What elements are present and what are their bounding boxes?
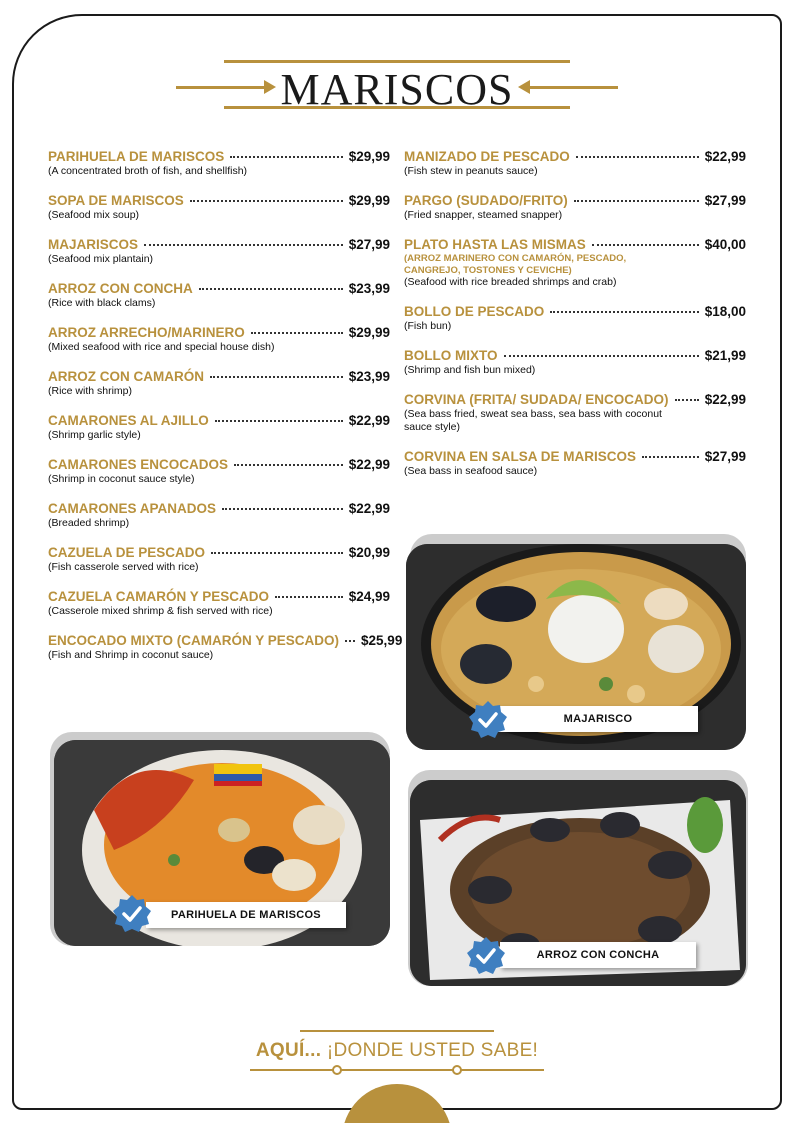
item-description: (Fish stew in peanuts sauce): [404, 165, 538, 177]
item-description: (Fish and Shrimp in coconut sauce): [48, 649, 214, 661]
item-description: (Seafood mix plantain): [48, 253, 154, 265]
dot-leader: [550, 311, 698, 313]
item-name: ARROZ CON CONCHA: [48, 281, 193, 296]
menu-item: [48, 280, 390, 310]
footer-rest: ¡DONDE USTED SABE!: [326, 1040, 539, 1061]
item-description: (Fish bun): [404, 320, 452, 332]
item-price: $25,99: [361, 633, 403, 648]
item-description: (Rice with shrimp): [48, 385, 133, 397]
item-name: MAJARISCOS: [48, 237, 139, 252]
menu-item: [404, 148, 746, 178]
item-price: $22,99: [348, 457, 390, 472]
dot-leader: [251, 332, 343, 334]
dot-leader: [642, 456, 699, 458]
dot-leader: [592, 244, 699, 246]
item-name: BOLLO MIXTO: [404, 348, 498, 363]
dot-leader: [234, 464, 343, 466]
item-description: (Seafood with rice breaded shrimps and crab): [404, 276, 617, 288]
item-price: $24,99: [348, 589, 390, 604]
item-name: CORVINA EN SALSA DE MARISCOS: [404, 449, 637, 464]
menu-item: [48, 324, 390, 354]
item-price: $27,99: [704, 449, 746, 464]
item-price: $21,99: [704, 348, 746, 363]
footer-bottom-line: [250, 1069, 544, 1071]
item-description: (Sea bass fried, sweat sea bass, sea bass with coconut sauce style): [404, 408, 662, 433]
dot-leader: [211, 552, 343, 554]
photo-caption: MAJARISCO: [498, 706, 698, 732]
menu-item: [404, 303, 746, 333]
dot-leader: [574, 200, 699, 202]
menu-item: [48, 500, 390, 530]
item-description: (Shrimp garlic style): [48, 429, 141, 441]
item-price: $29,99: [348, 149, 390, 164]
menu-item: [48, 456, 390, 486]
photo-caption: PARIHUELA DE MARISCOS: [146, 902, 346, 928]
page-title: MARISCOS: [280, 65, 514, 114]
dot-leader: [275, 596, 343, 598]
item-name: CAZUELA CAMARÓN Y PESCADO: [48, 589, 270, 604]
menu-item: [48, 632, 403, 662]
menu-item: [48, 412, 390, 442]
item-price: $29,99: [348, 193, 390, 208]
footer-slogan: [0, 1040, 794, 1062]
item-name: CAMARONES APANADOS: [48, 501, 217, 516]
menu-item: [48, 588, 390, 618]
item-name: BOLLO DE PESCADO: [404, 304, 545, 319]
item-name: ENCOCADO MIXTO (CAMARÓN Y PESCADO): [48, 633, 340, 648]
footer-ring-icon: [452, 1065, 462, 1075]
menu-item: [48, 192, 390, 222]
photo-caption: ARROZ CON CONCHA: [500, 942, 696, 968]
item-description: (Sea bass in seafood sauce): [404, 465, 538, 477]
footer-ring-icon: [332, 1065, 342, 1075]
menu-item: [48, 148, 390, 178]
item-name: CAMARONES AL AJILLO: [48, 413, 209, 428]
item-name: SOPA DE MARISCOS: [48, 193, 184, 208]
dot-leader: [230, 156, 342, 158]
verified-badge-icon: [468, 700, 508, 740]
item-price: $18,00: [704, 304, 746, 319]
item-name: ARROZ CON CAMARÓN: [48, 369, 204, 384]
menu-column-right: [404, 148, 746, 492]
dot-leader: [576, 156, 699, 158]
dot-leader: [222, 508, 343, 510]
item-price: $20,99: [348, 545, 390, 560]
item-price: $29,99: [348, 325, 390, 340]
menu-item: [48, 544, 390, 574]
dot-leader: [210, 376, 343, 378]
verified-badge-icon: [466, 936, 506, 976]
menu-item: [404, 448, 746, 478]
item-price: $22,99: [704, 392, 746, 407]
dot-leader: [345, 640, 355, 642]
item-price: $23,99: [348, 369, 390, 384]
dot-leader: [215, 420, 343, 422]
item-description: (Fish casserole served with rice): [48, 561, 199, 573]
dot-leader: [675, 399, 699, 401]
dot-leader: [144, 244, 343, 246]
menu-item: [404, 236, 746, 289]
item-price: $40,00: [704, 237, 746, 252]
item-description: (Rice with black clams): [48, 297, 156, 309]
item-name: CORVINA (FRITA/ SUDADA/ ENCOCADO): [404, 392, 669, 407]
menu-item: [404, 192, 746, 222]
footer-accent: AQUÍ...: [255, 1040, 322, 1061]
item-name: CAMARONES ENCOCADOS: [48, 457, 229, 472]
menu-item: [48, 368, 390, 398]
item-price: $27,99: [704, 193, 746, 208]
menu-column-left: [48, 148, 403, 676]
dot-leader: [199, 288, 343, 290]
item-price: $22,99: [348, 501, 390, 516]
dot-leader: [504, 355, 699, 357]
item-price: $23,99: [348, 281, 390, 296]
item-price: $27,99: [348, 237, 390, 252]
item-description: (Casserole mixed shrimp & fish served with rice): [48, 605, 273, 617]
item-name: CAZUELA DE PESCADO: [48, 545, 206, 560]
item-name: ARROZ ARRECHO/MARINERO: [48, 325, 245, 340]
item-name: MANIZADO DE PESCADO: [404, 149, 570, 164]
menu-item: [48, 236, 390, 266]
item-description: (Fried snapper, steamed snapper): [404, 209, 563, 221]
verified-badge-icon: [112, 894, 152, 934]
item-description: (Shrimp and fish bun mixed): [404, 364, 536, 376]
footer-top-line: [300, 1030, 494, 1032]
item-description: (Mixed seafood with rice and special house dish): [48, 341, 275, 353]
menu-item: [404, 347, 746, 377]
menu-item: [404, 391, 746, 434]
item-description: (Shrimp in coconut sauce style): [48, 473, 195, 485]
dot-leader: [190, 200, 343, 202]
item-description: (Breaded shrimp): [48, 517, 130, 529]
item-name: PLATO HASTA LAS MISMAS: [404, 237, 586, 252]
item-name: PARGO (SUDADO/FRITO): [404, 193, 568, 208]
item-subtitle: (ARROZ MARINERO CON CAMARÓN, PESCADO, CANGREJO, TOSTONES Y CEVICHE): [404, 253, 627, 276]
item-price: $22,99: [348, 413, 390, 428]
item-description: (A concentrated broth of fish, and shellfish): [48, 165, 248, 177]
item-name: PARIHUELA DE MARISCOS: [48, 149, 225, 164]
item-price: $22,99: [704, 149, 746, 164]
item-description: (Seafood mix soup): [48, 209, 140, 221]
